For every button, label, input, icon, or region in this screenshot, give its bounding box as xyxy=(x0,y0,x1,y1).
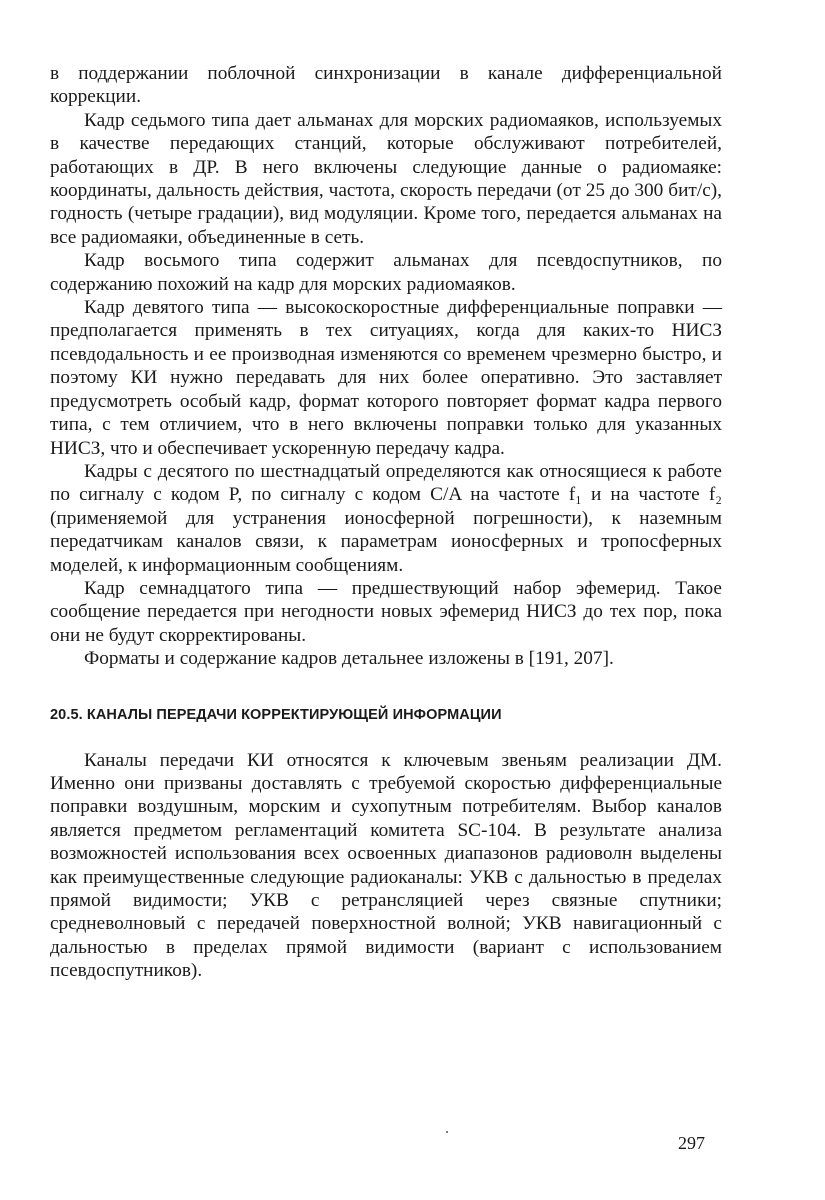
paragraph-frame-type-8: Кадр восьмого типа содержит альманах для псевдоспутников, по содержанию похожий на кадр для морских радиомаяков. xyxy=(50,250,722,295)
paragraph-continuation: в поддержании поблочной синхронизации в канале дифференциальной коррекции. xyxy=(50,63,722,108)
paragraph-formats-reference: Форматы и содержание кадров детальнее изложены в [191, 207]. xyxy=(84,648,614,670)
page-number: 297 xyxy=(678,1133,705,1153)
paragraph-frame-type-9: Кадр девятого типа — высокоскоростные дифференциальные поправки — предполагается применять в тех ситуациях, когда для каких-то НИСЗ псевдодальность и ее производная изменяются со временем чрезмерно быстро, и поэтому КИ нужно передавать для них более оперативно. Это заставляет предусмотреть особый кадр, формат которого повторяет формат кадра первого типа, с тем отличием, что в него включены поправки только для указанных НИСЗ, что и обеспечивает ускоренную передачу кадра. xyxy=(50,297,722,459)
paragraph-frame-type-7: Кадр седьмого типа дает альманах для морских радиомаяков, используемых в качестве передающих станций, которые обслуживают потребителей, работающих в ДР. В него включены следующие данные о радиомаяке: координаты, дальность действия, частота, скорость передачи (от 25 до 300 бит/с), годность (четыре градации), вид модуляции. Кроме того, передается альманах на все радиомаяки, объединенные в сеть. xyxy=(50,109,722,248)
paragraph-frame-types-10-16: Кадры с десятого по шестнадцатый определяются как относящиеся к работе по сигналу с кодом P, по сигналу с кодом C/A на частоте f₁ и на частоте f₂ (применяемой для устранения ионосферной погрешности), к наземным передатчикам каналов связи, к параметрам ионосферных и тропосферных моделей, к информационным сообщениям. xyxy=(50,460,722,576)
paragraph-channels: Каналы передачи КИ относятся к ключевым звеньям реализации ДМ. Именно они призваны доставлять с требуемой скоростью дифференциальные поправки воздушным, морским и сухопутным потребителям. Выбор каналов является предметом регламентаций комитета SC-104. В результате анализа возможностей использования всех освоенных диапазонов радиоволн выделены как преимущественные следующие радиоканалы: УКВ с дальностью в пределах прямой видимости; УКВ с ретрансляцией через связные спутники; средневолновый с передачей поверхностной волной; УКВ навигационный с дальностью в пределах прямой видимости (вариант с использованием псевдоспутников). xyxy=(50,749,722,982)
scan-speck xyxy=(446,1131,448,1133)
section-heading: 20.5. КАНАЛЫ ПЕРЕДАЧИ КОРРЕКТИРУЮЩЕЙ ИНФОРМАЦИИ xyxy=(50,706,502,723)
paragraph-frame-type-17: Кадр семнадцатого типа — предшествующий набор эфемерид. Такое сообщение передается при негодности новых эфемерид НИСЗ до тех пор, пока они не будут скорректированы. xyxy=(50,577,722,646)
page-body xyxy=(50,62,722,983)
